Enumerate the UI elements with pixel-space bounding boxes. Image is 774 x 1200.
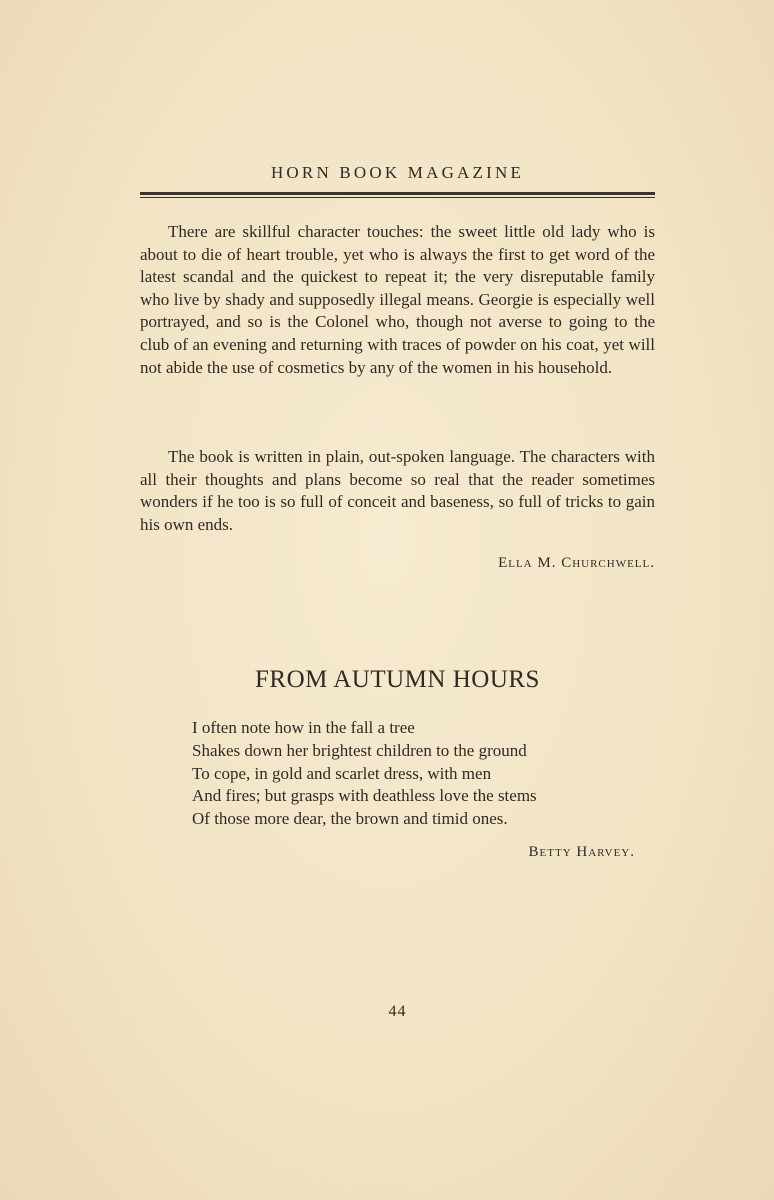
poem-line: Shakes down her brightest children to the ground (192, 740, 527, 760)
poem-line: I often note how in the fall a tree (192, 718, 415, 737)
review-paragraph-1: There are skillful character touches: the sweet little old lady who is about to die of heart trouble, yet who is always the first to get word of the latest scandal and the quickest to repeat it; the very disreputable family who live by shady and supposedly illegal means. Georgie is especially well portrayed, and so is the Colonel who, though not averse to going to the club of an evening and returning with traces of powder on his coat, yet will not abide the use of cosmetics by any of the women in his household. (140, 222, 655, 377)
header-rule-thin (140, 197, 655, 198)
poem-signature: Betty Harvey. (528, 844, 635, 860)
page-number: 44 (388, 1003, 407, 1020)
poem-line: Of those more dear, the brown and timid ones. (192, 809, 508, 829)
review-paragraph-2: The book is written in plain, out-spoken language. The characters with all their thoughts and plans become so real that the reader sometimes wonders if he too is so full of conceit and baseness, so full of tricks to gain his own ends. (140, 447, 655, 534)
running-header: HORN BOOK MAGAZINE (270, 163, 525, 182)
poem-line: To cope, in gold and scarlet dress, with men (192, 763, 492, 783)
poem-line: And fires; but grasps with deathless love the stems (192, 786, 537, 806)
header-rule-thick (140, 192, 655, 195)
poem-title: FROM AUTUMN HOURS (255, 666, 540, 693)
poem-stanza (192, 717, 537, 831)
review-signature: Ella M. Churchwell. (498, 555, 655, 571)
